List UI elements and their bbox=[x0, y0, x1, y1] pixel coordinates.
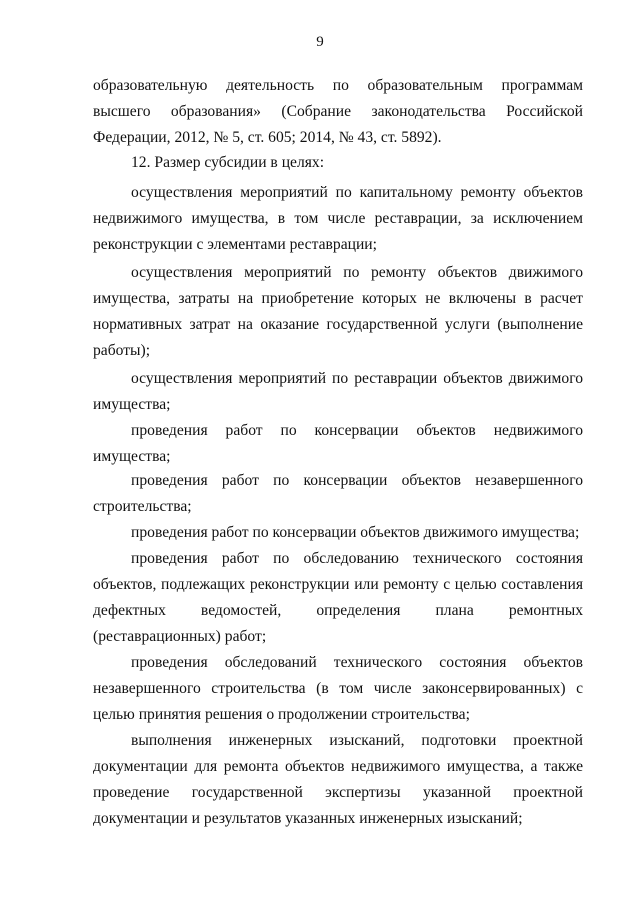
paragraph-engineering-surveys: выполнения инженерных изысканий, подготовки проектной документации для ремонта объектов недвижимого имущества, а также проведение государственной экспертизы указанной проектной документации и результатов указанных инженерных изысканий; bbox=[93, 732, 583, 827]
paragraph-capital-repair: осуществления мероприятий по капитальному ремонту объектов недвижимого имущества, в том числе реставрации, за исключением реконструкции с элементами реставрации; bbox=[93, 184, 583, 253]
paragraph-section-12-heading: 12. Размер субсидии в целях: bbox=[131, 154, 325, 171]
paragraph-movable-restoration: осуществления мероприятий по реставрации объектов движимого имущества; bbox=[93, 370, 583, 413]
paragraph-movable-repair: осуществления мероприятий по ремонту объектов движимого имущества, затраты на приобретение которых не включены в расчет нормативных затрат на оказание государственной услуги (выполнение работы); bbox=[93, 264, 583, 359]
page-number: 9 bbox=[316, 34, 324, 50]
paragraph-technical-survey: проведения работ по обследованию технического состояния объектов, подлежащих реконструкции или ремонту с целью составления дефектных ведомостей, определения плана ремонтных (реставрационных) работ; bbox=[93, 550, 583, 645]
paragraph-unfinished-survey: проведения обследований технического состояния объектов незавершенного строительства (в том числе законсервированных) с целью принятия решения о продолжении строительства; bbox=[93, 654, 583, 723]
paragraph-continuation: образовательную деятельность по образовательным программам высшего образования» (Собрание законодательства Российской Федерации, 2012, № 5, ст. 605; 2014, № 43, ст. 5892). bbox=[93, 77, 583, 146]
paragraph-unfinished-conservation: проведения работ по консервации объектов незавершенного строительства; bbox=[93, 472, 583, 515]
paragraph-immovable-conservation: проведения работ по консервации объектов недвижимого имущества; bbox=[93, 422, 583, 465]
paragraph-movable-conservation: проведения работ по консервации объектов движимого имущества; bbox=[131, 524, 580, 541]
